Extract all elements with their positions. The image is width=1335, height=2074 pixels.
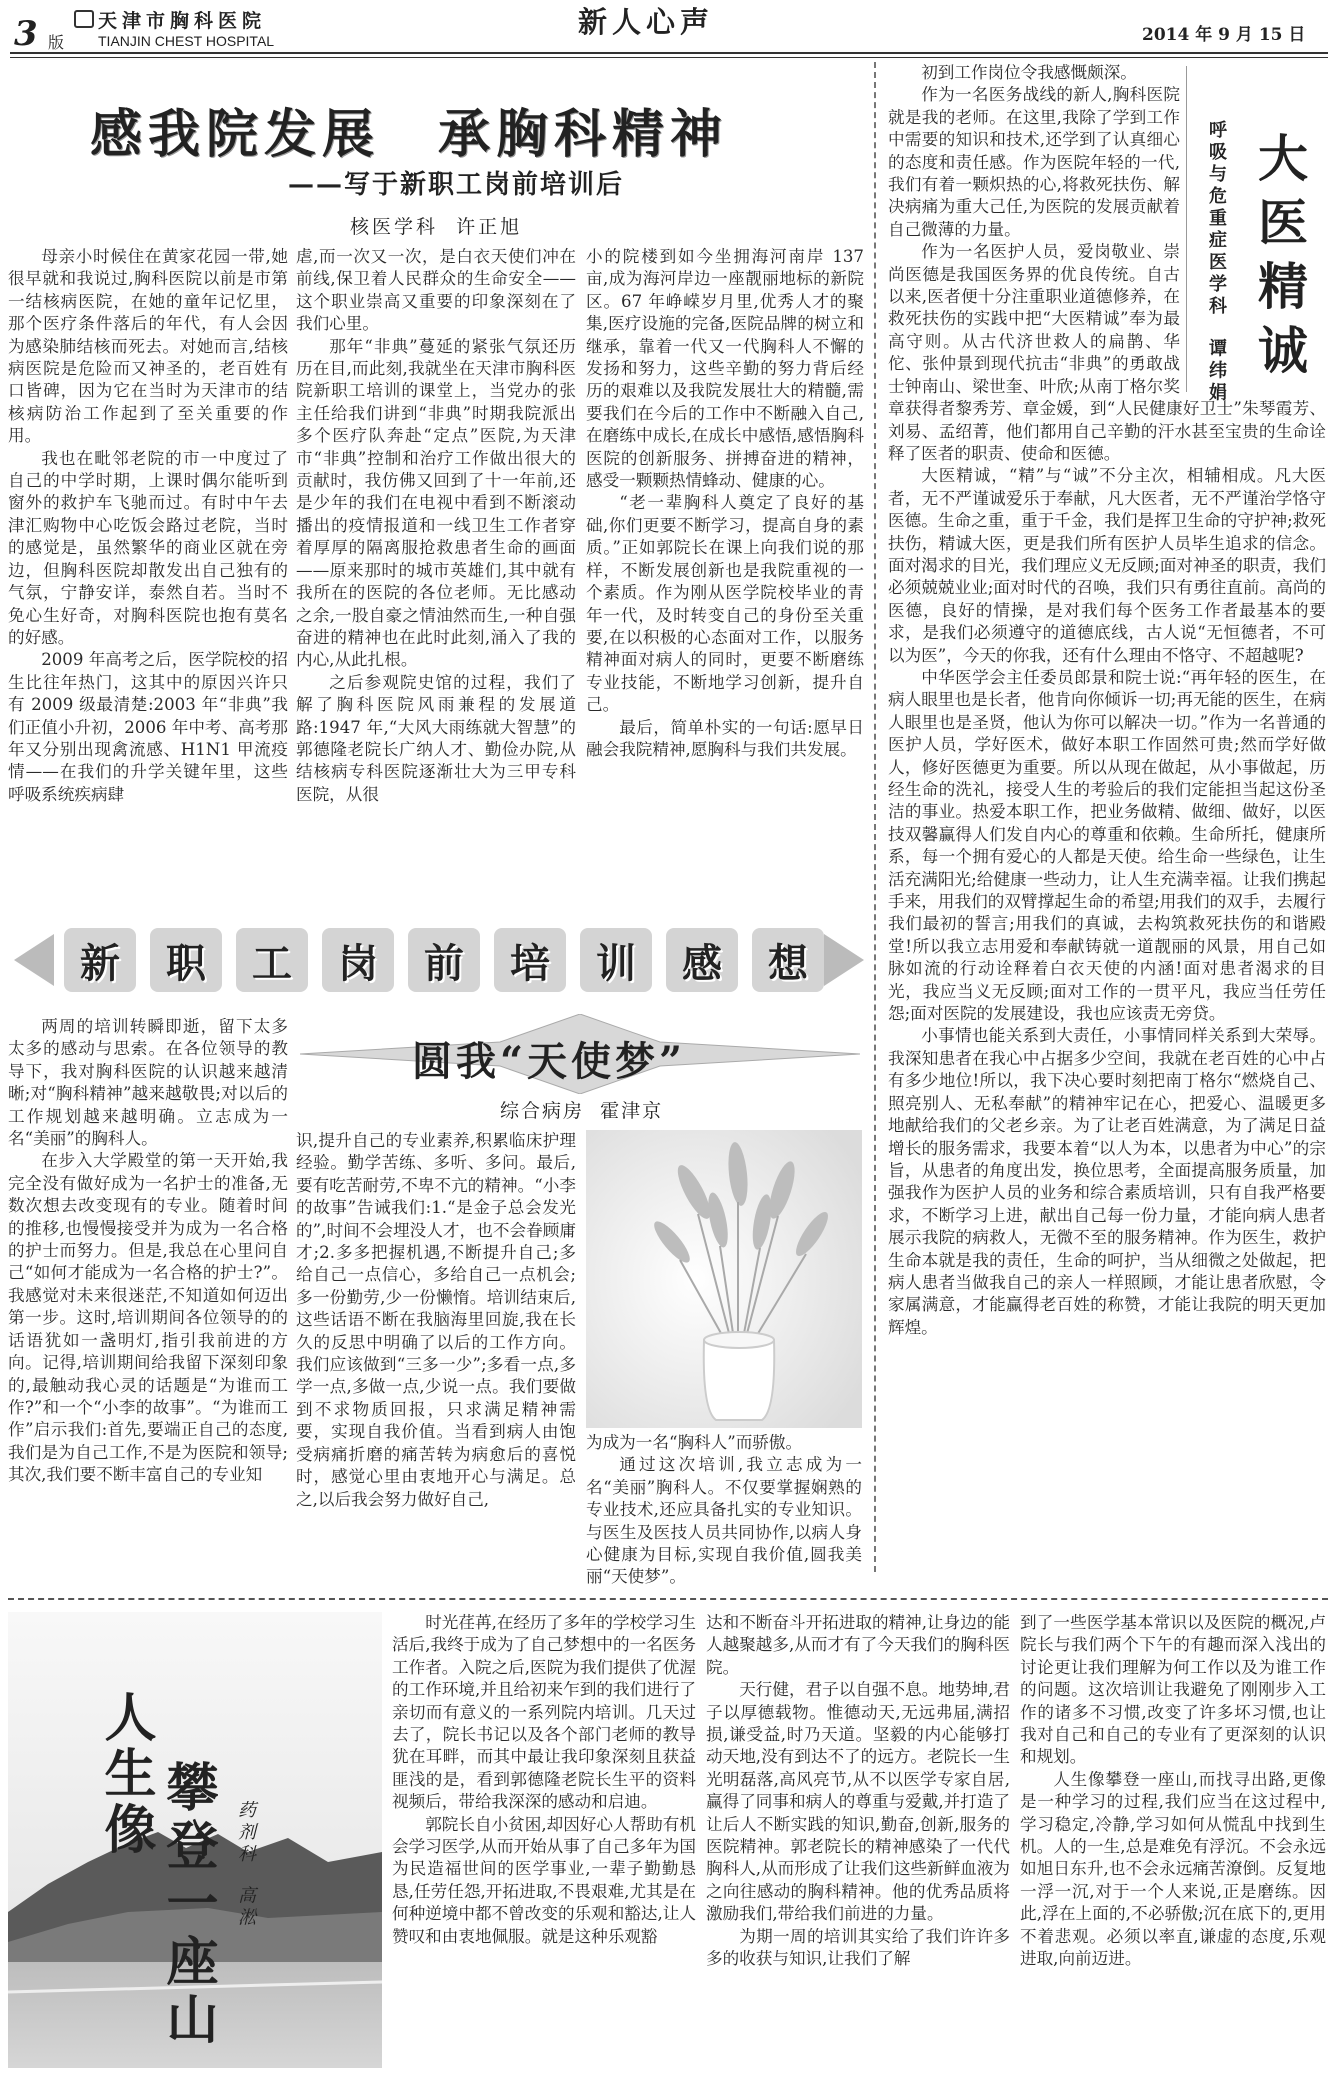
paragraph: 最后，简单朴实的一句话:愿早日融会我院精神,愿胸科与我们共发展。: [586, 717, 864, 759]
article3-column-3: [586, 1432, 862, 1586]
paragraph: 通过这次培训,我立志成为一名“美丽”胸科人。不仅要掌握娴熟的专业技术,还应具备扎实的专业知识。与医生及医技人员共同协作,以病人身心健康为目标,实现自我价值,圆我美丽“天使梦”。: [586, 1455, 862, 1586]
paragraph: 达和不断奋斗开拓进取的精神,让身边的能人越聚越多,从而才有了今天我们的胸科医院。: [706, 1613, 1010, 1677]
section-title: 新人心声: [578, 5, 715, 39]
banner-char: 前: [408, 928, 480, 992]
paragraph: 初到工作岗位令我感慨颇深。: [921, 63, 1137, 82]
article4-column-3: [1020, 1612, 1326, 2070]
paragraph: 在步入大学殿堂的第一天开始,我完全没有做好成为一名护士的准备,无数次想去改变现有的专业。随着时间的推移,也慢慢接受并为成为一名合格的护士而努力。但是,我总在心里问自己“如何才能成为一名合格的护士?”。我感觉对未来很迷茫,不知道如何迈出第一步。这时,培训期间各位领导的的话语犹如一盏明灯,指引我前进的方向。记得,培训期间给我留下深刻印象的,最触动我心灵的话题是“为谁而工作?”和一个“小李的故事”。“为谁而工作”启示我们:首先,要端正自己的态度,我们是为自己工作,不是为医院和领导;其次,我们要不断丰富自己的专业知: [8, 1151, 288, 1485]
paragraph: 天行健，君子以自强不息。地势坤,君子以厚德载物。惟德动天,无远弗届,满招损,谦受益,时乃天道。坚毅的内心能够打动天地,没有到达不了的远方。老院长一生光明磊落,高风亮节,从不以医学专家自居,赢得了同事和病人的尊重与爱戴,并打造了让后人不断实践的知识,勤奋,创新,服务的医院精神。郭老院长的精神感染了一代代胸科人,从而形成了让我们这些新鲜血液为之向往感动的胸科精神。他的优秀品质将激励我们,带给我们前进的力量。: [706, 1680, 1010, 1924]
banner-char: 想: [752, 928, 824, 992]
hospital-name-cn: 天津市胸科医院: [98, 10, 267, 32]
issue-date: 2014 年 9 月 15 日: [1142, 25, 1306, 45]
paragraph: 之后参观院史馆的过程，我们了解了胸科医院风雨兼程的发展道路:1947 年,“大风大雨练就大智慧”的郭德隆老院长广纳人才、勤俭办院,从结核病专科医院逐渐壮大为三甲专科医院，从很: [296, 672, 576, 804]
float-spacer: [1180, 62, 1326, 398]
article1-subtitle: ——写于新职工岗前培训后: [288, 170, 625, 200]
paragraph: 识,提升自己的专业素养,积累临床护理经验。勤学苦练、多听、多问。最后,要有吃苦耐劳,不卑不亢的精神。“小李的故事”告诫我们:1.“是金子总会发光的”,时间不会埋没人才，也不会眷顾庸才;2.多多把握机遇,不断提升自己;多给自己一点信心，多给自己一点机会;多一份勤劳,少一份懒惰。培训结束后,这些话语不断在我脑海里回旋,我在长久的反思中明确了以后的工作方向。我们应该做到“三多一少”;多看一点,多学一点,多做一点,少说一点。我们要做到不求物质回报，只求满足精神需要，实现自我价值。当看到病人由饱受病痛折磨的痛苦转为病愈后的喜悦时，感觉心里由衷地开心与满足。总之,以后我会努力做好自己,: [296, 1131, 576, 1509]
paragraph: 母亲小时候住在黄家花园一带,她很早就和我说过,胸科医院以前是市第一结核病医院，在她的童年记忆里，那个医疗条件落后的年代，有人会因为感染肺结核而死去。对她而言,结核病医院是危险而又神圣的，老百姓有口皆碑，因为它在当时为天津市的结核病防治工作起到了至关重要的作用。: [8, 247, 288, 446]
paragraph: 虐,而一次又一次，是白衣天使们冲在前线,保卫着人民群众的生命安全——这个职业崇高又重要的印象深刻在了我们心里。: [296, 247, 576, 334]
article4-title-2: 攀登一座山: [157, 1760, 218, 2050]
paragraph: 我也在毗邻老院的市一中度过了自己的中学时期，上课时偶尔能听到窗外的救护车飞驰而过。有时中午去津汇购物中心吃饭会路过老院，当时的感觉是，虽然繁华的商业区就在旁边，但胸科医院却散发出自己独有的气氛，宁静安详，泰然自若。当时不免心生好奇，对胸科医院也抱有莫名的好感。: [8, 448, 288, 647]
flower-illustration: [586, 1130, 862, 1428]
paragraph: 大医精诚，“精”与“诚”不分主次，相辅相成。凡大医者，无不严谨诚爱乐于奉献，凡大医者，无不严谨治学恪守医德。生命之重，重于千金，我们是挥卫生命的守护神;救死扶伤，精诚大医，更是我们所有医护人员毕生追求的信念。面对渴求的目光，我们理应义无反顾;面对神圣的职责，我们必须兢兢业业;面对时代的召唤，我们只有勇往直前。高尚的医德，良好的情操，是对我们每个医务工作者最基本的要求，是我们必须遵守的道德底线，古人说“无恒德者，不可以为医”，今天的你我，还有什么理由不恪守、不超越呢?: [888, 466, 1326, 665]
article4-title-1: 人生像: [95, 1690, 156, 1858]
article3-column-1: [8, 1016, 288, 1586]
flower-vase-photo: [586, 1130, 862, 1428]
paragraph: 为成为一名“胸科人”而骄傲。: [586, 1433, 803, 1452]
article4-column-1: [392, 1612, 696, 2070]
banner-char: 工: [236, 928, 308, 992]
header-rule: [10, 52, 1328, 54]
paragraph: 到了一些医学基本常识以及医院的概况,卢院长与我们两个下午的有趣而深入浅出的讨论更让我们理解为何工作以及为谁工作的问题。这次培训让我避免了刚刚步入工作的诸多不习惯,改变了许多坏习惯,也让我对自己和自己的专业有了更深刻的认识和规划。: [1020, 1613, 1326, 1767]
article1-column-1: [8, 246, 288, 918]
paragraph: 作为一名医护人员，爱岗敬业、崇尚医德是我国医务界的优良传统。自古以来,医者便十分注重职业道德修养，在救死扶伤的实践中把“大医精诚”奉为最高守则。从古代济世救人的扁鹊、华佗、张仲景到现代抗击“非典”的勇敢战士钟南山、梁世奎、叶欣;从南丁格尔奖章获得者黎秀芳、章金媛，到“人民健康好卫士”朱琴霞芳、刘易、孟绍菁，他们都用自己辛勤的汗水甚至宝贵的生命诠释了医者的职责、使命和医德。: [888, 242, 1326, 463]
bottom-section-divider: [8, 1598, 1328, 1600]
paragraph: 中华医学会主任委员郎景和院士说:“再年轻的医生，在病人眼里也是长者，他肯向你倾诉一切;再无能的医生，在病人眼里也是圣贤，他认为你可以解决一切。”作为一名普通的医护人员，学好医术，做好本职工作固然可贵;然而学好做人，修好医德更为重要。所以从现在做起，从小事做起，历经生命的洗礼，接受人生的考验后的我们定能担当起这份圣洁的事业。热爱本职工作，把业务做精、做细、做好，以医技双馨赢得人们发自内心的尊重和依赖。生命所托，健康所系，每一个拥有爱心的人都是天使。给生命一些绿色，让生活充满阳光;给健康一些动力，让人生充满幸福。让我们携起手来，用我们的双臂撑起生命的希望;用我们的双手，去履行我们最初的誓言;用我们的真诚，去构筑救死扶伤的和谐殿堂!所以我立志用爱和奉献铸就一道靓丽的风景，用自己如脉如流的行动诠释着白衣天使的内涵!面对患者渴求的目光，我应当义无反顾;面对工作的一贯平凡，我应当任劳任怨;面对医院的发展建设，我也应该责无旁贷。: [888, 667, 1326, 1024]
paragraph: 2009 年高考之后，医学院校的招生比往年热门，这其中的原因兴许只有 2009 级最清楚:2003 年“非典”我们正值小升初，2006 年中考、高考那年又分别出现禽流感、H1N1 甲流疫情——在我们的升学关键年里，这些呼吸系统疾病肆: [8, 650, 288, 804]
paragraph: 小事情也能关系到大责任，小事情同样关系到大荣辱。我深知患者在我心中占据多少空间，我就在老百姓的心中占有多少地位!所以，我下决心要时刻把南丁格尔“燃烧自己、照亮别人、无私奉献”的精神牢记在心，把爱心、温暖更多地献给我们的父老乡亲。为了让老百姓满意，为了满足日益增长的服务需求，我要本着“以人为本，以患者为中心”的宗旨，从患者的角度出发，换位思考，全面提高服务质量，加强我作为医护人员的业务和综合素质培训，只有自我严格要求，不断学习上进，献出自己每一份力量，才能向病人患者展示我院的病救人，无微不至的服务精神。作为医生，救护生命本就是我的责任，生命的呵护，当从细微之处做起，把病人患者当做我自己的亲人一样照顾，才能让患者欣慰，令家属满意，才能赢得老百姓的称赞，才能让我院的明天更加辉煌。: [888, 1026, 1326, 1337]
header-rule-2: [10, 57, 1328, 58]
banner-row: [64, 924, 824, 996]
page-number-suffix: 版: [48, 33, 65, 52]
hospital-logo: [74, 10, 94, 28]
article1-column-2: [296, 246, 576, 918]
article3-byline: 综合病房 霍津京: [500, 1100, 664, 1122]
article4-column-2: [706, 1612, 1010, 2070]
article2-body: [888, 62, 1326, 1582]
paragraph: “老一辈胸科人奠定了良好的基础,你们更要不断学习，提高自身的素质。”正如郭院长在课上向我们说的那样，不断发展创新也是我院重视的一个素质。作为刚从医学院校毕业的青年一代，及时转变自己的身份至关重要,在以积极的心态面对工作，以服务精神面对病人的同时，更要不断磨练专业技能，不断地学习创新，提升自己。: [586, 493, 864, 715]
banner-char: 训: [580, 928, 652, 992]
section-banner: [14, 920, 864, 1000]
banner-char: 感: [666, 928, 738, 992]
paragraph: 两周的培训转瞬即逝，留下太多太多的感动与思索。在各位领导的教导下，我对胸科医院的认识越来越清晰;对“胸科精神”越来越敬畏;对以后的工作规划越来越明确。立志成为一名“美丽”的胸科人。: [8, 1017, 288, 1149]
page-header: [0, 0, 1335, 60]
column-divider: [874, 62, 876, 1572]
article3-column-2: [296, 1130, 576, 1586]
banner-char: 职: [150, 928, 222, 992]
hospital-name-en: TIANJIN CHEST HOSPITAL: [98, 33, 275, 49]
banner-char: 新: [64, 928, 136, 992]
paragraph: 作为一名医务战线的新人,胸科医院就是我的老师。在这里,我除了学到工作中需要的知识和技术,还学到了认真细心的态度和责任感。作为医院年轻的一代,我们有着一颗炽热的心,将救死扶伤、解决病痛为重大己任,为医院的发展贡献着自己微薄的力量。: [888, 85, 1180, 239]
article3-title: 圆我“天使梦”: [412, 1038, 687, 1085]
banner-char: 培: [494, 928, 566, 992]
paragraph: 人生像攀登一座山,而找寻出路,更像是一种学习的过程,我们应当在这过程中,学习稳定,冷静,学习如何从慌乱中找到生机。人的一生,总是难免有浮沉。不会永远如旭日东升,也不会永远痛苦潦倒。反复地一浮一沉,对于一个人来说,正是磨练。因此,浮在上面的,不必骄傲;沉在底下的,更用不着悲观。必须以率直,谦虚的态度,乐观进取,向前迈进。: [1020, 1769, 1326, 1969]
article1-title: 感我院发展 承胸科精神: [90, 104, 729, 165]
article2-title: 大医精诚: [1250, 132, 1309, 388]
article4-byline: 药剂科 高淞: [235, 1800, 256, 1930]
banner-char: 岗: [322, 928, 394, 992]
paragraph: 那年“非典”蔓延的紧张气氛还历历在目,而此刻,我就坐在天津市胸科医院新职工培训的课堂上，当党办的张主任给我们讲到“非典”时期我院派出多个医疗队奔赴“定点”医院,为天津市“非典”控制和治疗工作做出很大的贡献时，我仿佛又回到了十一年前,还是少年的我们在电视中看到不断滚动播出的疫情报道和一线卫生工作者穿着厚厚的隔离服抢救患者生命的画面——原来那时的城市英雄们,其中就有我所在的医院的各位老师。无比感动之余,一股自豪之情油然而生,一种自强奋进的精神也在此时此刻,涌入了我的内心,从此扎根。: [296, 336, 576, 670]
page-number: 3: [14, 14, 38, 54]
paragraph: 小的院楼到如今坐拥海河南岸 137 亩,成为海河岸边一座靓丽地标的新院区。67 年峥嵘岁月里,优秀人才的聚集,医疗设施的完备,医院品牌的树立和继承，靠着一代又一代胸科人不懈的发扬和努力，这些辛勤的努力背后经历的艰难以及我院发展壮大的精髓,需要我们在今后的工作中不断融入自己,在磨练中成长,在成长中感悟,感悟胸科医院的创新服务、拼搏奋进的精神，感受一颗颗热情蜂动、健康的心。: [586, 247, 864, 491]
paragraph: 时光荏苒,在经历了多年的学校学习生活后,我终于成为了自己梦想中的一名医务工作者。入院之后,医院为我们提供了优渥的工作环境,并且给初来乍到的我们进行了亲切而有意义的一系列院内培训。几天过去了，院长书记以及各个部门老师的教导犹在耳畔，而其中最让我印象深刻且获益匪浅的是，看到郭德隆老院长生平的资料视频后，带给我深深的感动和启迪。: [392, 1613, 696, 1812]
paragraph: 为期一周的培训其实给了我们许许多多的收获与知识,让我们了解: [706, 1926, 1010, 1969]
banner-diamond-right: [824, 934, 864, 986]
paragraph: 郭院长自小贫困,却因好心人帮助有机会学习医学,从而开始从事了自己多年为国为民造福世间的医学事业,一辈子勤勤恳恳,任劳任怨,开拓进取,不畏艰难,尤其是在何种逆境中都不曾改变的乐观和豁达,让人赞叹和由衷地佩服。就是这种乐观豁: [392, 1814, 696, 1946]
article1-column-3: [586, 246, 864, 918]
banner-diamond-left: [14, 934, 54, 986]
article2-byline: 呼吸与危重症医学科 谭纬娟: [1206, 120, 1227, 405]
article1-byline: 核医学科 许正旭: [350, 216, 523, 238]
